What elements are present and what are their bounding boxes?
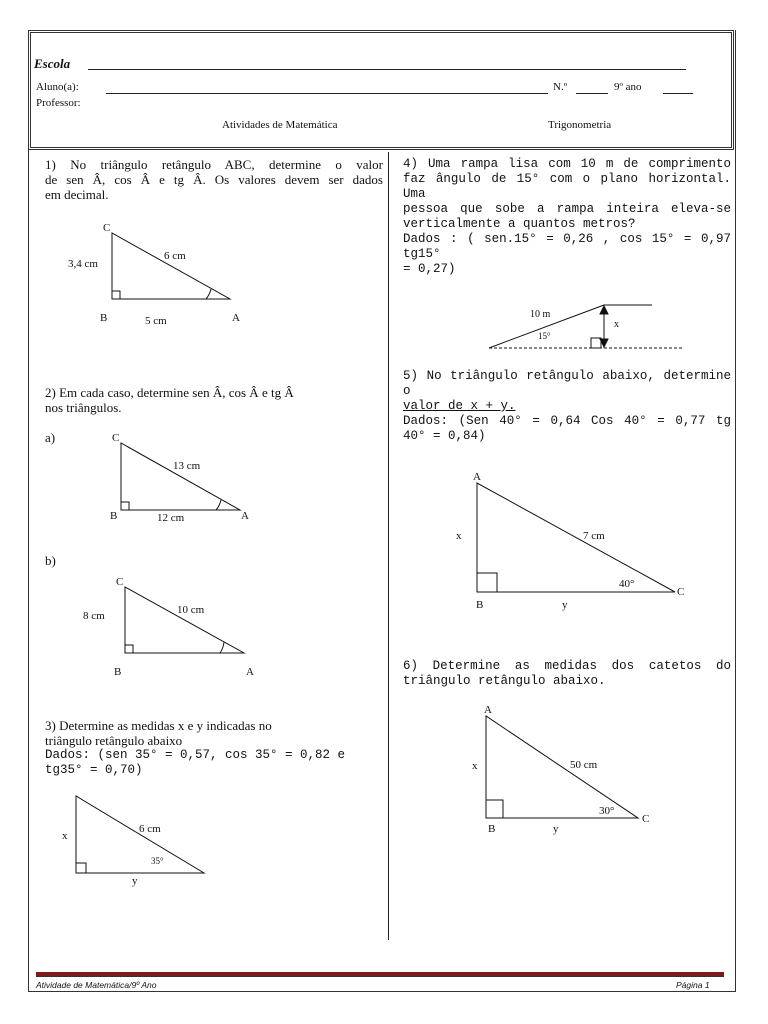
- q1-line-3: em decimal.: [45, 187, 109, 202]
- q2b-label-b: B: [114, 666, 122, 678]
- q4-label-ramp: 10 m: [530, 309, 551, 320]
- q2-line-2: nos triângulos.: [45, 400, 122, 415]
- q2a-label-base: 12 cm: [157, 512, 185, 524]
- q3-line-2: triângulo retângulo abaixo: [45, 733, 183, 748]
- q2-b-label: b): [45, 553, 56, 568]
- q4-label-x: x: [614, 319, 619, 330]
- q2a-label-b: B: [110, 510, 118, 522]
- q6-label-b: B: [488, 823, 496, 835]
- teacher-label: Professor:: [36, 97, 81, 109]
- q2b-label-side: 8 cm: [83, 610, 105, 622]
- q3-line-4: tg35° = 0,70): [45, 763, 143, 777]
- q2a-triangle: [121, 443, 240, 510]
- footer-left: Atividade de Matemática/9º Ano: [36, 980, 157, 990]
- q1-triangle: [112, 233, 230, 299]
- q6-label-y: y: [553, 823, 559, 835]
- q5-label-b: B: [476, 599, 484, 611]
- q4-label-angle: 15°: [538, 331, 551, 341]
- q5-label-x: x: [456, 530, 462, 542]
- q6-triangle: [486, 716, 638, 818]
- q1-line-2: de sen Â, cos Â e tg Â. Os valores devem ser dados: [45, 172, 383, 187]
- q2-line-1: 2) Em cada caso, determine sen Â, cos Â e tg Â: [45, 385, 294, 400]
- q1-label-ba: 5 cm: [145, 315, 167, 327]
- activity-title: Atividades de Matemática: [222, 119, 338, 131]
- q4-line-4: verticalmente a quantos metros?: [403, 217, 636, 231]
- q6-label-angle: 30°: [599, 805, 615, 817]
- q2-a-label: a): [45, 430, 56, 445]
- q4-line-5: Dados : ( sen.15° = 0,26 , cos 15° = 0,97 tg15°: [403, 232, 731, 261]
- q1-label-c: C: [103, 222, 111, 234]
- number-label: N.º: [553, 81, 568, 93]
- q2b-label-c: C: [116, 576, 124, 588]
- q1-line-1: 1) No triângulo retângulo ABC, determine o valor: [45, 157, 383, 172]
- footer-bar: [36, 972, 724, 977]
- q2a-label-c: C: [112, 432, 120, 444]
- q1-label-ca: 6 cm: [164, 250, 186, 262]
- q2b-label-hyp: 10 cm: [177, 604, 205, 616]
- q4-line-3: pessoa que sobe a rampa inteira eleva-se: [403, 202, 731, 216]
- q2b-triangle: [125, 587, 244, 653]
- q3-label-hyp: 6 cm: [139, 823, 161, 835]
- q5-line-3: Dados: (Sen 40° = 0,64 Cos 40° = 0,77 tg: [403, 414, 731, 428]
- q6-label-x: x: [472, 760, 478, 772]
- q2a-label-a: A: [241, 510, 249, 522]
- q5-line-1: 5) No triângulo retângulo abaixo, determine o: [403, 369, 731, 398]
- q3-line-1: 3) Determine as medidas x e y indicadas no: [45, 718, 272, 733]
- q5-label-y: y: [562, 599, 568, 611]
- q1-label-a: A: [232, 312, 240, 324]
- q1-label-bc: 3,4 cm: [68, 258, 98, 270]
- q4-line-2: faz ângulo de 15° com o plano horizontal. Uma: [403, 172, 731, 201]
- q5-line-4: 40° = 0,84): [403, 429, 486, 443]
- q3-line-3: Dados: (sen 35° = 0,57, cos 35° = 0,82 e: [45, 748, 346, 762]
- school-label: Escola: [34, 56, 71, 71]
- q3-label-y: y: [132, 875, 138, 887]
- q2b-label-a: A: [246, 666, 254, 678]
- q6-label-hyp: 50 cm: [570, 759, 598, 771]
- q5-line-2: valor de x + y.: [403, 399, 516, 413]
- q6-line-1: 6) Determine as medidas dos catetos do: [403, 659, 731, 673]
- q1-label-b: B: [100, 312, 108, 324]
- student-label: Aluno(a):: [36, 81, 79, 93]
- q6-line-2: triângulo retângulo abaixo.: [403, 674, 606, 688]
- q6-label-c: C: [642, 813, 650, 825]
- q6-label-a: A: [484, 704, 492, 716]
- q5-triangle: [477, 483, 675, 592]
- q3-label-angle: 35°: [151, 856, 164, 866]
- q4-line-1: 4) Uma rampa lisa com 10 m de comprimento: [403, 157, 731, 171]
- footer-right: Página 1: [676, 980, 710, 990]
- q4-line-6: = 0,27): [403, 262, 456, 276]
- q5-label-angle: 40°: [619, 578, 635, 590]
- q5-label-a: A: [473, 471, 481, 483]
- subject-title: Trigonometria: [548, 119, 612, 131]
- q4-ramp: [489, 305, 682, 348]
- q2a-label-hyp: 13 cm: [173, 460, 201, 472]
- q5-label-hyp: 7 cm: [583, 530, 605, 542]
- q3-label-x: x: [62, 830, 68, 842]
- q5-label-c: C: [677, 586, 685, 598]
- grade-label: 9º ano: [614, 81, 642, 93]
